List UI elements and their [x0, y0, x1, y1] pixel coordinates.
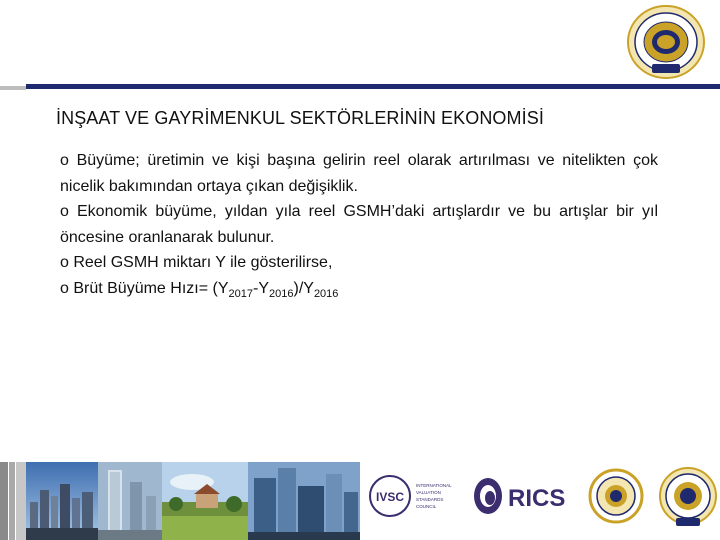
- rics-logo: [474, 478, 565, 514]
- university-seal-logo: [626, 4, 706, 80]
- bullet-growth-rate-formula: [60, 276, 658, 302]
- bullet-growth-definition: o Büyüme; üretimin ve kişi başına gelirin reel olarak artırılması ve nitelikten çok nicelik bakımından ortaya çıkan değişiklik.: [60, 152, 658, 195]
- formula-mid2: )/Y: [293, 279, 314, 297]
- svg-text:STANDARDS: STANDARDS: [416, 497, 444, 502]
- svg-text:INTERNATIONAL: INTERNATIONAL: [416, 483, 452, 488]
- city-skyline-photo: [26, 462, 98, 540]
- footer-seal-logo-1: [590, 470, 642, 522]
- bullet-real-gnp: o Reel GSMH miktarı Y ile gösterilirse,: [60, 254, 333, 271]
- formula-sub-2016-a: 2016: [269, 287, 294, 300]
- svg-text:COUNCIL: COUNCIL: [416, 504, 437, 509]
- formula-mid: -Y: [253, 279, 269, 297]
- left-gray-accent: [0, 86, 26, 90]
- svg-text:VALUATION: VALUATION: [416, 490, 441, 495]
- rics-logo-text: RICS: [508, 485, 566, 512]
- header-rule: [26, 84, 720, 89]
- office-buildings-photo: [248, 462, 360, 540]
- bullet-economic-growth: o Ekonomik büyüme, yıldan yıla reel GSMH’daki artışlardır ve bu artışlar bir yıl öncesine oranlanarak bulunur.: [60, 203, 658, 246]
- page-title: İNŞAAT VE GAYRİMENKUL SEKTÖRLERİNİN EKONOMİSİ: [56, 108, 544, 128]
- formula-sub-2016-b: 2016: [313, 287, 339, 300]
- formula-sub-2017: 2017: [228, 287, 253, 300]
- footer-logos: [360, 462, 720, 540]
- ivsc-logo: [370, 476, 452, 516]
- formula-prefix: o Brüt Büyüme Hızı= (Y: [60, 279, 229, 297]
- footer-seal-logo-2: [660, 468, 716, 526]
- content-body: [60, 148, 658, 301]
- footer-gray-bars: [0, 462, 26, 540]
- countryside-photo: [162, 462, 248, 540]
- tower-photo: [98, 462, 162, 540]
- ivsc-logo-text: IVSC: [375, 490, 405, 504]
